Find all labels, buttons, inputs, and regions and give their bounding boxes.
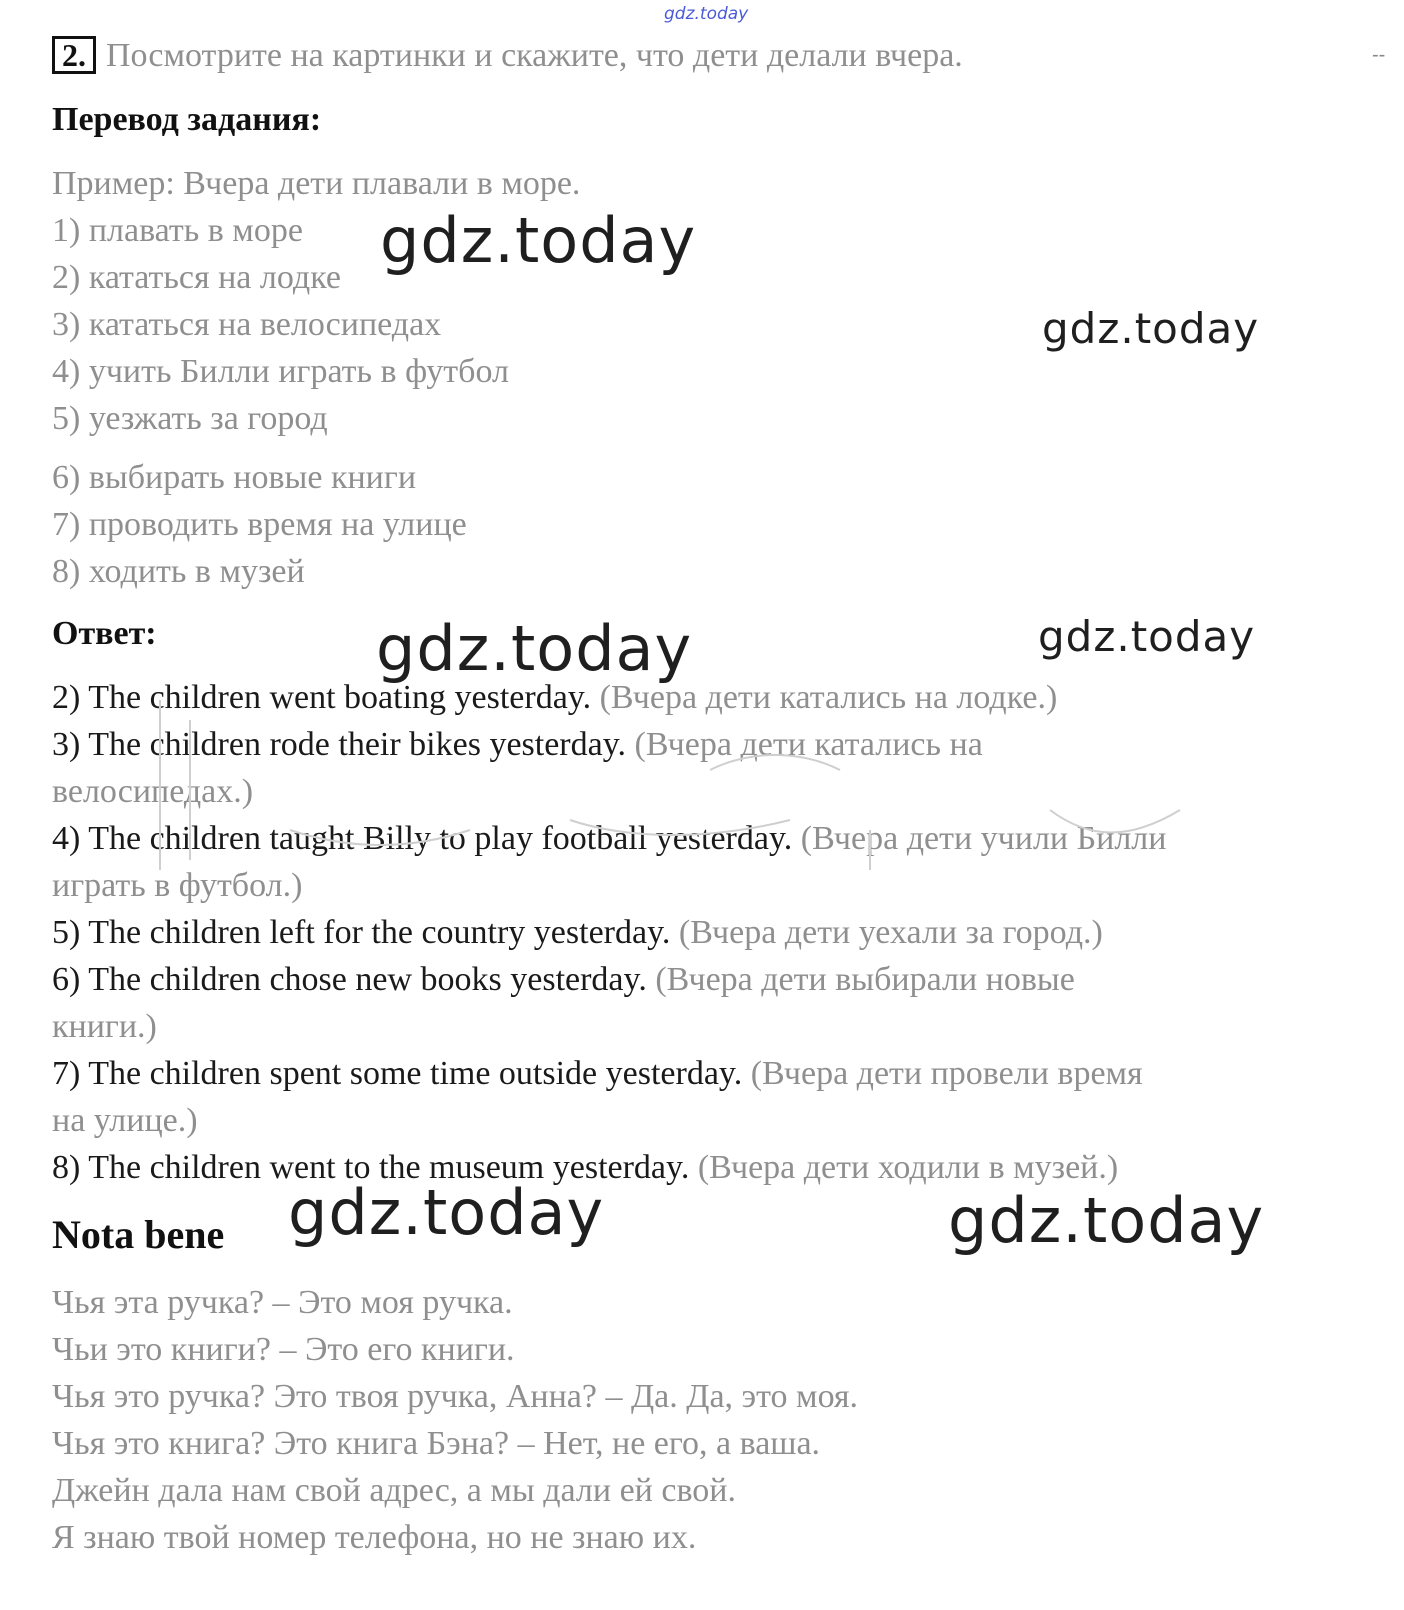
watermark: gdz.today [1042, 304, 1260, 353]
nota-bene-line: Чьи это книги? – Это его книги. [52, 1331, 515, 1368]
answer-russian: (Вчера дети уехали за город.) [678, 914, 1103, 951]
nota-bene-line: Чья это ручка? Это твоя ручка, Анна? – Да. Да, это моя. [52, 1378, 859, 1415]
answer-russian: (Вчера дети ходили в музей.) [697, 1149, 1119, 1186]
answer-russian-continued: играть в футбол.) [52, 867, 303, 904]
translation-item: 8) ходить в музей [52, 553, 305, 590]
scribble-artifact [150, 700, 1200, 880]
answer-item [52, 1054, 1143, 1094]
answer-english: 6) The children chose new books yesterday. [52, 961, 647, 998]
answer-english: 2) The children went boating yesterday. [52, 679, 592, 716]
answer-russian-continued: велосипедах.) [52, 773, 254, 810]
answer-heading: Ответ: [52, 615, 157, 652]
answer-english: 7) The children spent some time outside yesterday. [52, 1055, 743, 1092]
translation-item: 5) уезжать за город [52, 400, 328, 437]
translation-example: Пример: Вчера дети плавали в море. [52, 165, 581, 202]
answer-english: 3) The children rode their bikes yesterday. [52, 726, 627, 763]
answer-russian: (Вчера дети выбирали новые [655, 961, 1075, 998]
translation-item: 1) плавать в море [52, 212, 303, 249]
translation-item: 2) кататься на лодке [52, 259, 341, 296]
watermark: gdz.today [288, 1176, 605, 1249]
translation-item: 6) выбирать новые книги [52, 459, 417, 496]
corner-mark: -- [1372, 44, 1386, 66]
nota-bene-line: Чья это книга? Это книга Бэна? – Нет, не его, а ваша. [52, 1425, 821, 1462]
answer-english: 5) The children left for the country yesterday. [52, 914, 671, 951]
watermark: gdz.today [376, 612, 693, 685]
top-watermark: gdz.today [664, 4, 749, 24]
answer-russian: (Вчера дети учили Билли [800, 820, 1167, 857]
nota-bene-heading: Nota bene [52, 1212, 225, 1257]
translation-item: 4) учить Билли играть в футбол [52, 353, 509, 390]
answer-item [52, 960, 1075, 1000]
nota-bene-line: Я знаю твой номер телефона, но не знаю их. [52, 1519, 697, 1556]
watermark: gdz.today [380, 204, 697, 277]
nota-bene-line: Джейн дала нам свой адрес, а мы дали ей свой. [52, 1472, 736, 1509]
watermark: gdz.today [1038, 612, 1256, 661]
translation-item: 3) кататься на велосипедах [52, 306, 442, 343]
answer-english: 8) The children went to the museum yesterday. [52, 1149, 690, 1186]
answer-russian: (Вчера дети катались на [634, 726, 983, 763]
answer-russian-continued: книги.) [52, 1008, 157, 1045]
task-instruction: Посмотрите на картинки и скажите, что дети делали вчера. [106, 37, 963, 74]
translation-heading: Перевод задания: [52, 101, 322, 138]
answer-english: 4) The children taught Billy to play football yesterday. [52, 820, 793, 857]
answer-russian-continued: на улице.) [52, 1102, 198, 1139]
watermark: gdz.today [948, 1184, 1265, 1257]
answer-russian: (Вчера дети катались на лодке.) [599, 679, 1058, 716]
translation-item: 7) проводить время на улице [52, 506, 467, 543]
task-number-box: 2. [52, 36, 96, 74]
answer-russian: (Вчера дети провели время [750, 1055, 1143, 1092]
nota-bene-line: Чья эта ручка? – Это моя ручка. [52, 1284, 513, 1321]
answer-item [52, 913, 1103, 953]
